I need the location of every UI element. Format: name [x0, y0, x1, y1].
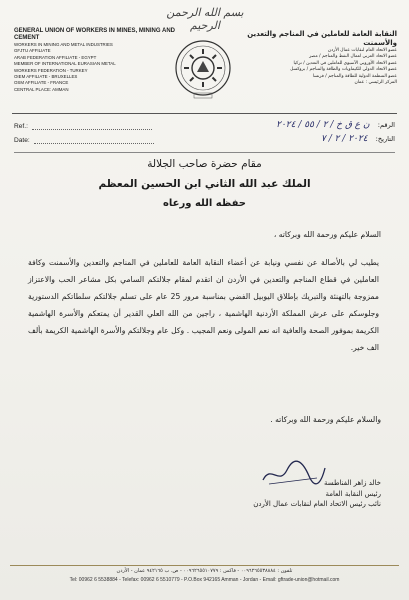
- footer-contact-en: Tel: 00962 6 5538884 - Telefax: 00962 6 5510779 - P.O.Box 942165 Amman - Jordan - Email: gftrade-union@hotmail.com: [69, 577, 340, 583]
- signature-block: [253, 478, 381, 510]
- closing-line: والسلام عليكم ورحمة الله وبركاته .: [270, 415, 381, 424]
- ref-label-ar: الرقم:: [377, 121, 395, 129]
- header-ar-line: عضو الاتحاد العربي لعمال النفط والمناجم / مصر: [309, 54, 397, 60]
- header-arabic-block: [222, 30, 397, 86]
- header-en-line: CENTRAL PLACE: AMMAN: [14, 86, 69, 92]
- header-english-block: [14, 28, 184, 93]
- addressee-line-3: حفظه الله ورعاه: [163, 198, 246, 209]
- addressee-line-1: مقام حضرة صاحب الجلالة: [147, 158, 262, 170]
- ref-number: ن ع ق خ / ٢ / ٥٥ / ٢٠٢٤: [276, 120, 370, 130]
- header-en-line: GFJTU AFFILIATE: [14, 48, 51, 54]
- header-ar-line: عضو المنظمة الدولية للطاقة والمناجم / فرنسا: [312, 73, 397, 79]
- date-field-en: [14, 137, 154, 144]
- signatory-title-1: رئيس النقابة العامة: [325, 489, 381, 498]
- signatory-title-2: نائب رئيس الاتحاد العام لنقابات عمال الأردن: [253, 500, 381, 508]
- footer-divider: [10, 565, 399, 566]
- footer-contact-ar: تلفون : ٠٠٩٦٢٦٥٥٣٨٨٨٤ - فاكس : ٠٠٩٦٢٦٥٥١٠٧٧٩ - ص. ب ٩٤٢١٦٥ عمان - الأردن: [116, 568, 293, 574]
- header-en-line: OIEM AFFILIATE - BRUXELLES: [14, 74, 78, 80]
- union-name-en: GENERAL UNION OF WORKERS IN MINES, MINING AND CEMENT: [14, 28, 176, 41]
- date-label-ar: التاريخ:: [375, 135, 395, 143]
- greeting: السلام عليكم ورحمة الله وبركاته ،: [273, 230, 381, 239]
- header-divider: [12, 113, 397, 114]
- signatory-name: خالد زاهر الفناطسة: [323, 479, 381, 487]
- union-name-ar: النقابة العامة للعاملين في المناجم والتعدين والأسمنت: [247, 30, 397, 47]
- header-en-line: OSM AFFILIATE - FRANCE: [14, 80, 69, 86]
- header-ar-line: عضو الاتحاد الأوروبي الآسيوي للعاملين في التعدين / تركيا: [293, 60, 397, 66]
- header-ar-line: المركز الرئيسي : عمان: [354, 80, 397, 86]
- basmala-calligraphy: بسم الله الرحمن الرحيم: [166, 6, 244, 32]
- header-en-line: WORKERS IN MINING AND METAL INDUSTRIES: [14, 42, 113, 47]
- addressee-line-2: الملك عبد الله الثاني ابن الحسين المعظم: [98, 178, 311, 190]
- ref-label-en: Ref.:: [14, 123, 28, 130]
- header-en-line: MEMBER OF INTERNATIONAL EURASIAN METAL: [14, 61, 116, 67]
- letter-body: يطيب لي بالأصالة عن نفسي ونيابة عن أعضاء النقابة العامة للعاملين في المناجم والتعدين والأسمنت وكافة العاملين في قطاع المناجم والتعدين في الأردن ان اتقدم لمقام جلالتكم السامي بكل مشاعر الحب والاعتزاز ممزوجة بالتهنئة والتبريك بإطلاق اليوبيل الفضي بمناسبة مرور 25 عام على تسلم جلالتكم سلطاتكم الدستورية وجلوسكم على عرش المملكة الأردنية الهاشمية ، راجين من الله العلي القدير أن يمتعكم والأسرة الهاشمية الكريمة بموفور الصحة والعافية انه نعم المولى ونعم المجيب . وكل عام وجلالتكم والأسرة الهاشمية الكريمة بألف الف خير.: [28, 258, 379, 352]
- header-en-line: WORKERS FEDERATION - TURKEY: [14, 67, 88, 73]
- header-ar-line: عضو الاتحاد الدولي للكيماويات والطاقة والمناجم / بروكسل: [290, 67, 397, 73]
- date-label-en: Date:: [14, 137, 30, 144]
- date-value: ٢٠٢٤ / ٢ / ٧: [320, 134, 368, 144]
- date-field-ar: [321, 134, 395, 144]
- header-en-line: ARAB FEDERATION AFFILIATE - EGYPT: [14, 54, 97, 60]
- ref-field-ar: [276, 120, 395, 130]
- header-ar-line: عضو الاتحاد العام لنقابات عمال الأردن: [327, 48, 397, 53]
- ref-field-en: [14, 123, 152, 130]
- ref-divider: [14, 152, 395, 153]
